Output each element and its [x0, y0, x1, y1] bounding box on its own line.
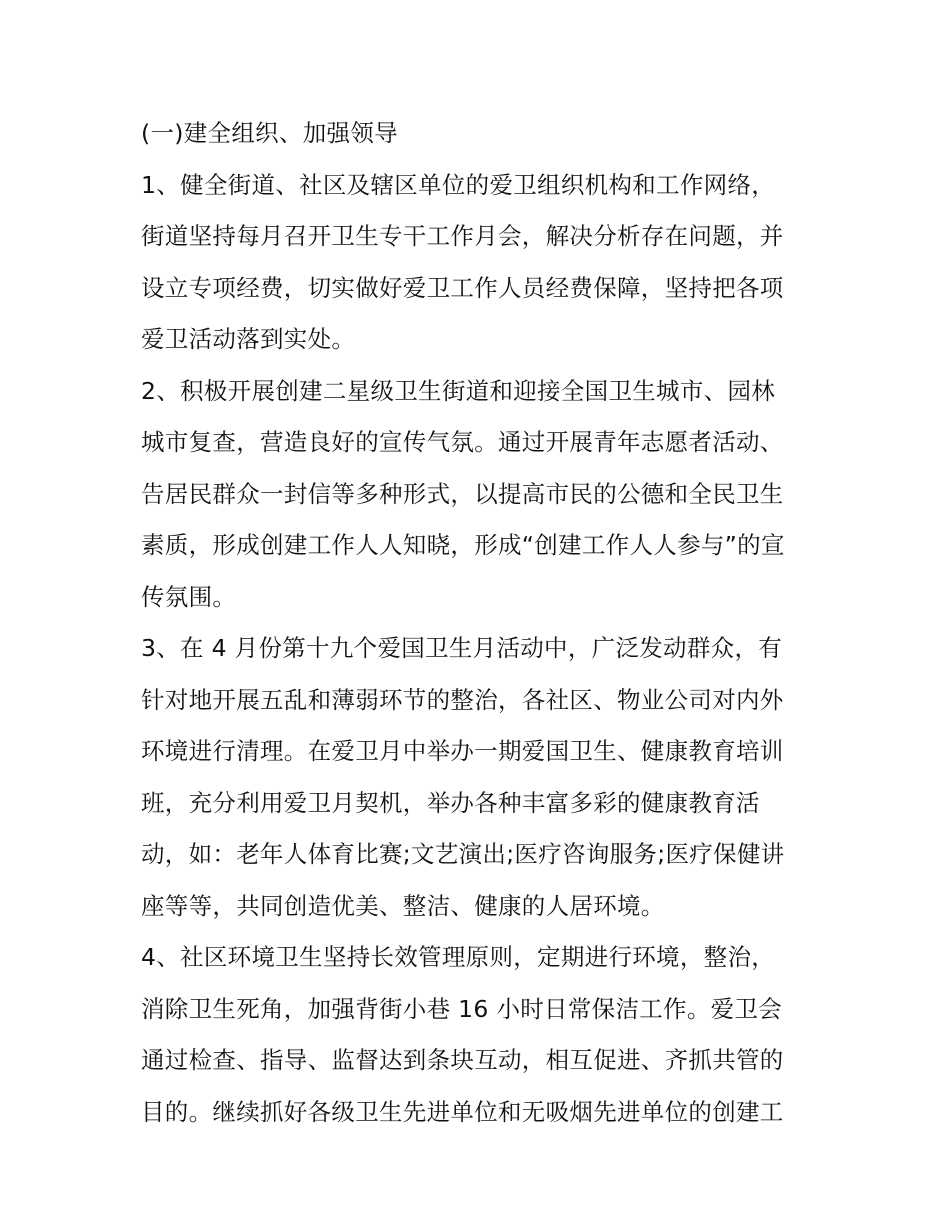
paragraph-2-line-2: 城市复查，营造良好的宣传气氛。通过开展青年志愿者活动、 [141, 428, 784, 456]
section-heading: (一)建全组织、加强领导 [141, 119, 398, 147]
paragraph-1-line-3: 设立专项经费，切实做好爱卫工作人员经费保障，坚持把各项 [141, 273, 784, 302]
paragraph-1-line-2: 街道坚持每月召开卫生专干工作月会，解决分析存在问题，并 [141, 222, 784, 250]
paragraph-2-line-4: 素质，形成创建工作人人知晓，形成“创建工作人人参与”的宣 [141, 531, 785, 559]
paragraph-3-line-5: 动，如：老年人体育比赛;文艺演出;医疗咨询服务;医疗保健讲 [141, 840, 785, 868]
paragraph-1-line-4: 爱卫活动落到实处。 [141, 325, 356, 353]
document-body [141, 108, 813, 1138]
paragraph-4-line-2: 消除卫生死角，加强背街小巷 16 小时日常保洁工作。爱卫会 [141, 994, 783, 1023]
paragraph-3-line-2: 针对地开展五乱和薄弱环节的整治，各社区、物业公司对内外 [141, 685, 784, 714]
paragraph-4-line-4: 目的。继续抓好各级卫生先进单位和无吸烟先进单位的创建工 [141, 1097, 784, 1126]
paragraph-4-line-1: 4、社区环境卫生坚持长效管理原则，定期进行环境，整治， [141, 943, 776, 971]
paragraph-2-line-3: 告居民群众一封信等多种形式，以提高市民的公德和全民卫生 [141, 479, 784, 508]
paragraph-3-line-1: 3、在 4 月份第十九个爱国卫生月活动中，广泛发动群众，有 [141, 634, 783, 662]
paragraph-2-line-1: 2、积极开展创建二星级卫生街道和迎接全国卫生城市、园林 [141, 376, 776, 405]
paragraph-3-line-3: 环境进行清理。在爱卫月中举办一期爱国卫生、健康教育培训 [141, 737, 784, 765]
paragraph-4-line-3: 通过检查、指导、监督达到条块互动，相互促进、齐抓共管的 [141, 1046, 784, 1074]
paragraph-3-line-6: 座等等，共同创造优美、整洁、健康的人居环境。 [141, 891, 665, 920]
paragraph-1-line-1: 1、健全街道、社区及辖区单位的爱卫组织机构和工作网络， [141, 170, 776, 199]
paragraph-3-line-4: 班，充分利用爱卫月契机，举办各种丰富多彩的健康教育活 [141, 788, 760, 817]
paragraph-2-line-5: 传氛围。 [141, 582, 237, 611]
